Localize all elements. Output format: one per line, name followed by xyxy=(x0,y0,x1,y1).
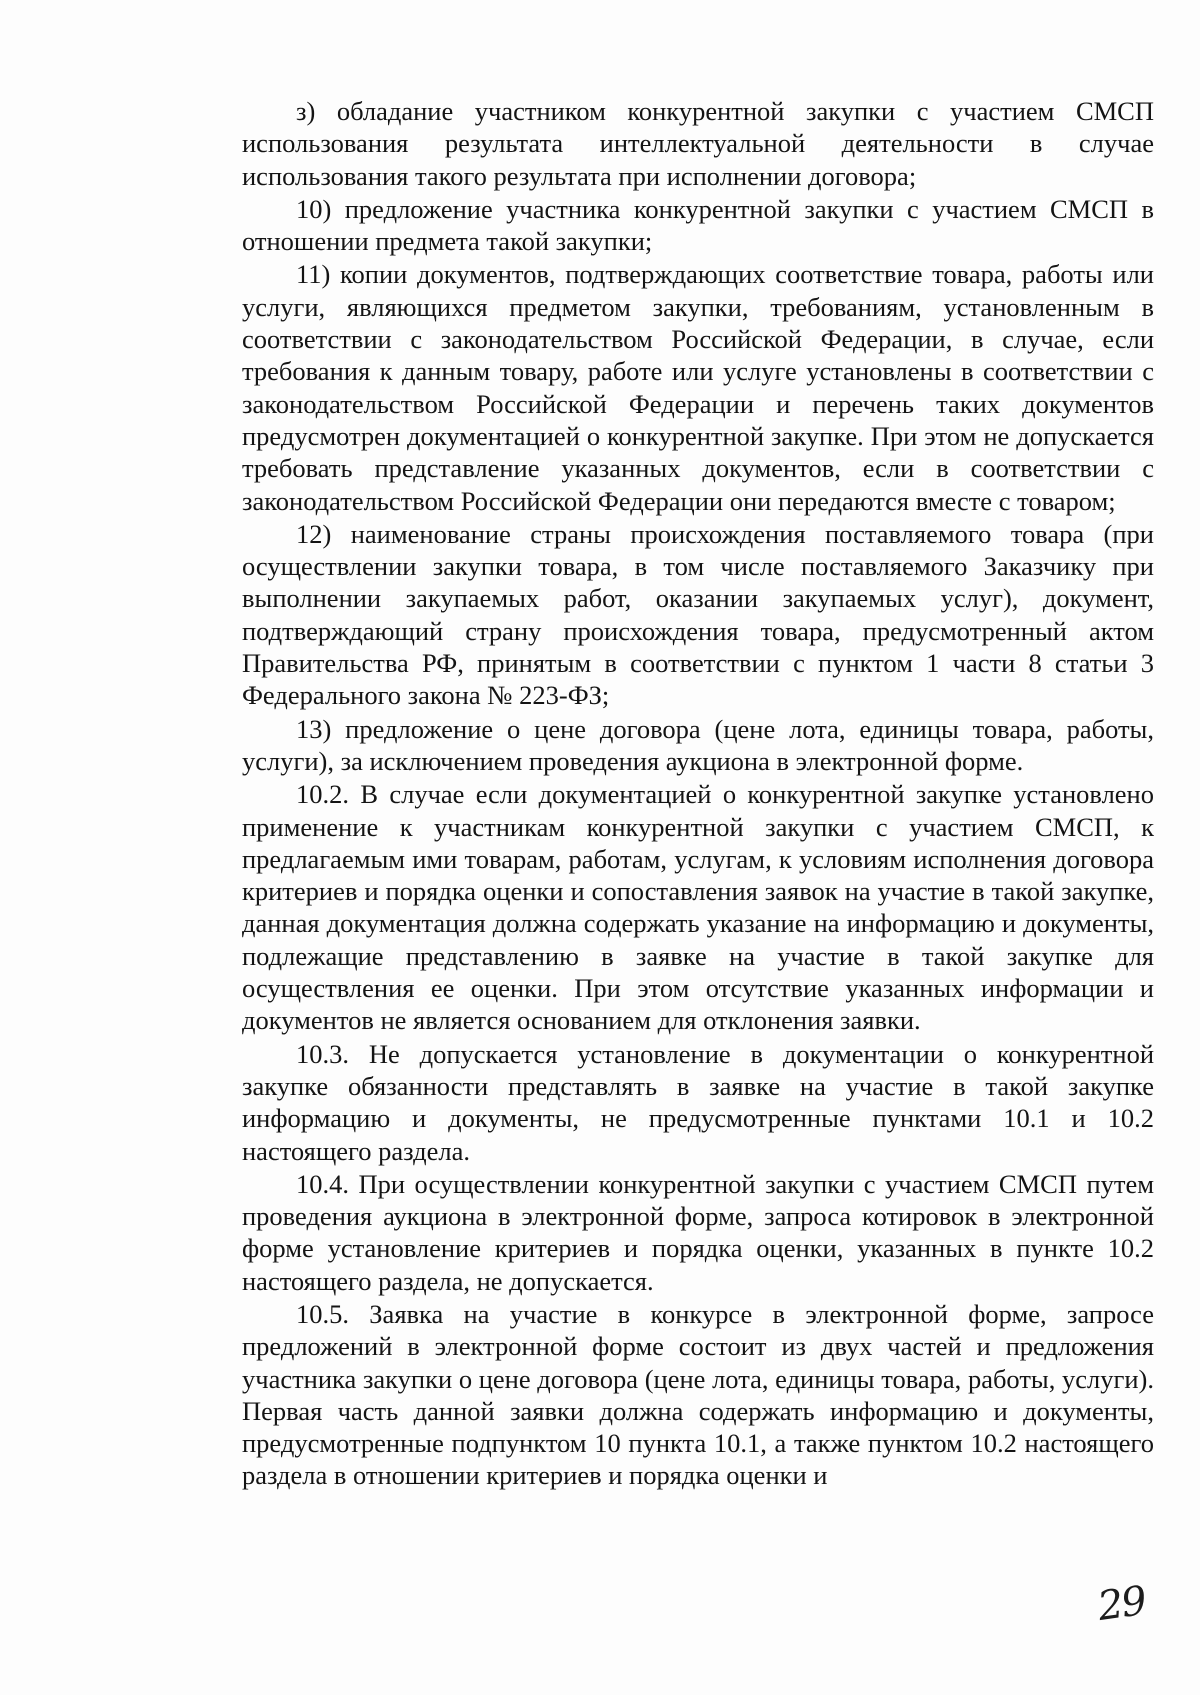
paragraph-section-10-4: 10.4. При осуществлении конкурентной закупки с участием СМСП путем проведения аукциона в электронной форме, запроса котировок в электронной форме установление критериев и порядка оценки, указанных в пункте 10.2 настоящего раздела, не допускается. xyxy=(242,1168,1154,1296)
document-body xyxy=(242,95,1154,1493)
paragraph-item-12: 12) наименование страны происхождения поставляемого товара (при осуществлении закупки товара, в том числе поставляемого Заказчику при выполнении закупаемых работ, оказании закупаемых услуг), документ, подтверждающий страну происхождения товара, предусмотренный актом Правительства РФ, принятым в соответствии с пунктом 1 части 8 статьи 3 Федерального закона № 223-ФЗ; xyxy=(242,518,1154,711)
paragraph-item-10: 10) предложение участника конкурентной закупки с участием СМСП в отношении предмета такой закупки; xyxy=(242,193,1154,257)
paragraph-section-10-5: 10.5. Заявка на участие в конкурсе в электронной форме, запросе предложений в электронной форме состоит из двух частей и предложения участника закупки о цене договора (цене лота, единицы товара, работы, услуги). Первая часть данной заявки должна содержать информацию и документы, предусмотренные подпунктом 10 пункта 10.1, а также пунктом 10.2 настоящего раздела в отношении критериев и порядка оценки и xyxy=(242,1298,1154,1491)
paragraph-item-9: з) обладание участником конкурентной закупки с участием СМСП использования результата интеллектуальной деятельности в случае использования такого результата при исполнении договора; xyxy=(242,96,1154,191)
handwritten-page-number: 29 xyxy=(1095,1577,1148,1631)
paragraph-item-11: 11) копии документов, подтверждающих соответствие товара, работы или услуги, являющихся предметом закупки, требованиям, установленным в соответствии с законодательством Российской Федерации, в случае, если требования к данным товару, работе или услуге установлены в соответствии с законодательством Российской Федерации и перечень таких документов предусмотрен документацией о конкурентной закупке. При этом не допускается требовать представление указанных документов, если в соответствии с законодательством Российской Федерации они передаются вместе с товаром; xyxy=(242,259,1154,516)
paragraph-item-13: 13) предложение о цене договора (цене лота, единицы товара, работы, услуги), за исключением проведения аукциона в электронной форме. xyxy=(242,713,1154,776)
paragraph-section-10-2: 10.2. В случае если документацией о конкурентной закупке установлено применение к участникам конкурентной закупки с участием СМСП, к предлагаемым ими товарам, работам, услугам, к условиям исполнения договора критериев и порядка оценки и сопоставления заявок на участие в такой закупке, данная документация должна содержать указание на информацию и документы, подлежащие представлению в заявке на участие в такой закупке для осуществления ее оценки. При этом отсутствие указанных информации и документов не является основанием для отклонения заявки. xyxy=(242,779,1154,1036)
paragraph-section-10-3: 10.3. Не допускается установление в документации о конкурентной закупке обязанности представлять в заявке на участие в такой закупке информацию и документы, не предусмотренные пунктами 10.1 и 10.2 настоящего раздела. xyxy=(242,1038,1154,1166)
